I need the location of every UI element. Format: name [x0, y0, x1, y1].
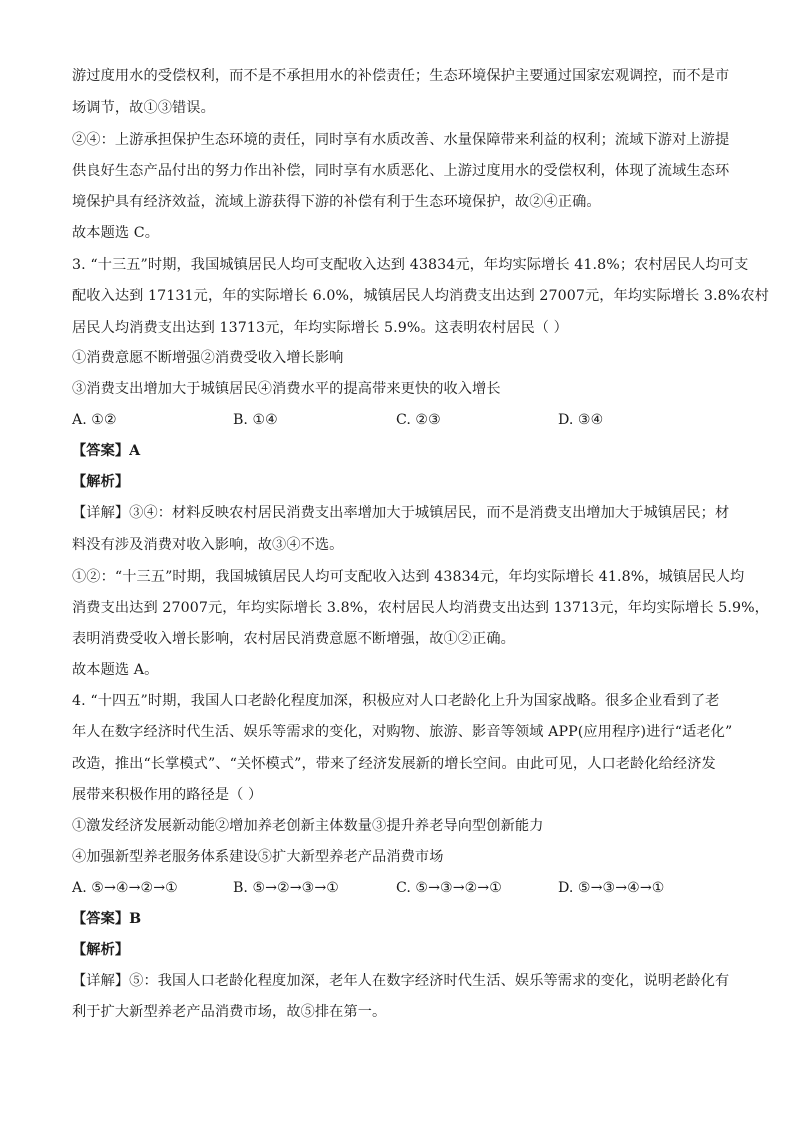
text-line: 【详解】⑤：我国人口老龄化程度加深，老年人在数字经济时代生活、娱乐等需求的变化，说明老龄化有: [72, 973, 730, 989]
text-line: 消费支出达到 27007元，年均实际增长 3.8%，农村居民人均消费支出达到 13713元，年均实际增长 5.9%，: [72, 600, 769, 616]
option-d: D. ⑤→③→④→①: [558, 880, 665, 896]
text-line: 利于扩大新型养老产品消费市场，故⑤排在第一。: [72, 1004, 387, 1020]
text-line: 料没有涉及消费对收入影响，故③④不选。: [72, 537, 344, 553]
option-b: B. ⑤→②→③→①: [233, 880, 339, 896]
question-4-statement: ①激发经济发展新动能②增加养老创新主体数量③提升养老导向型创新能力: [72, 818, 544, 834]
answer-label: 【答案】A: [72, 443, 141, 459]
text-line: 故本题选 C。: [72, 225, 160, 241]
question-4-stem: 展带来积极作用的路径是（ ）: [72, 787, 263, 803]
question-4-stem: 年人在数字经济时代生活、娱乐等需求的变化，对购物、旅游、影音等领域 APP(应用程序)进行“适老化”: [72, 724, 733, 740]
question-4-statement: ④加强新型养老服务体系建设⑤扩大新型养老产品消费市场: [72, 849, 444, 865]
question-3-options: [72, 410, 722, 430]
question-4-stem: 4. “十四五”时期，我国人口老龄化程度加深，积极应对人口老龄化上升为国家战略。很多企业看到了老: [72, 693, 720, 709]
option-c: C. ⑤→③→②→①: [396, 880, 502, 896]
text-line: 【详解】③④：材料反映农村居民消费支出率增加大于城镇居民，而不是消费支出增加大于城镇居民；材: [72, 505, 730, 521]
text-line: 故本题选 A。: [72, 662, 159, 678]
question-3-stem: 3. “十三五”时期，我国城镇居民人均可支配收入达到 43834元，年均实际增长 41.8%；农村居民人均可支: [72, 257, 749, 273]
question-3-stem: 居民人均消费支出达到 13713元，年均实际增长 5.9%。这表明农村居民（ ）: [72, 320, 568, 336]
text-line: 供良好生态产品付出的努力作出补偿，同时享有水质恶化、上游过度用水的受偿权利，体现了流域生态环: [72, 163, 730, 179]
text-line: ②④：上游承担保护生态环境的责任，同时享有水质改善、水量保障带来利益的权利；流域下游对上游提: [72, 132, 730, 148]
option-b: B. ①④: [233, 412, 278, 428]
text-line: 游过度用水的受偿权利，而不是不承担用水的补偿责任；生态环境保护主要通过国家宏观调控，而不是市: [72, 68, 730, 84]
analysis-label: 【解析】: [72, 942, 130, 958]
option-a: A. ①②: [72, 412, 117, 428]
analysis-label: 【解析】: [72, 474, 130, 490]
question-4-options: [72, 878, 722, 898]
question-4-stem: 改造，推出“长掌模式”、“关怀模式”，带来了经济发展新的增长空间。由此可见，人口老龄化给经济发: [72, 756, 716, 772]
text-line: 表明消费受收入增长影响，农村居民消费意愿不断增强，故①②正确。: [72, 631, 515, 647]
question-3-stem: 配收入达到 17131元，年的实际增长 6.0%，城镇居民人均消费支出达到 27007元，年均实际增长 3.8%农村: [72, 288, 769, 304]
question-3-statement: ③消费支出增加大于城镇居民④消费水平的提高带来更快的收入增长: [72, 381, 501, 397]
option-a: A. ⑤→④→②→①: [72, 880, 178, 896]
text-line: 场调节，故①③错误。: [72, 100, 215, 116]
text-line: 境保护具有经济效益，流域上游获得下游的补偿有利于生态环境保护，故②④正确。: [72, 194, 601, 210]
option-c: C. ②③: [396, 412, 441, 428]
question-3-statement: ①消费意愿不断增强②消费受收入增长影响: [72, 350, 344, 366]
answer-label: 【答案】B: [72, 911, 142, 927]
text-line: ①②：“十三五”时期，我国城镇居民人均可支配收入达到 43834元，年均实际增长 41.8%，城镇居民人均: [72, 569, 745, 585]
option-d: D. ③④: [558, 412, 604, 428]
